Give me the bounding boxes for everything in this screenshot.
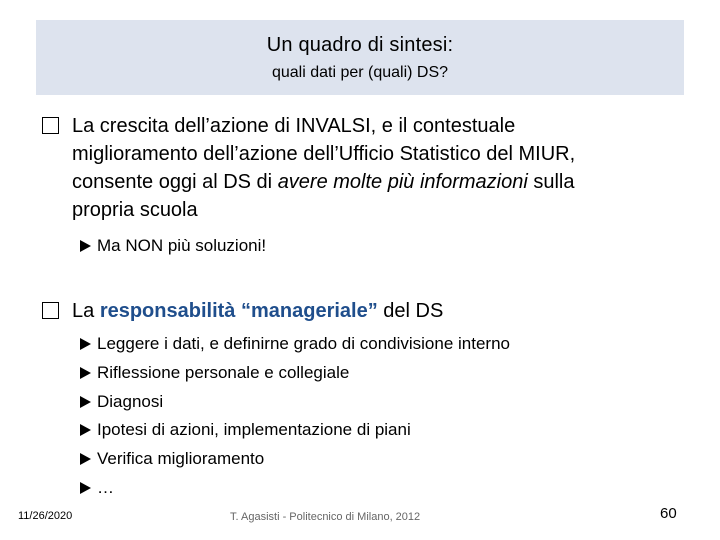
list-item-text: Leggere i dati, e definirne grado di condivisione interno xyxy=(97,334,510,353)
bullet2-suffix: del DS xyxy=(377,300,444,322)
list-item-text: … xyxy=(97,478,114,497)
footer-credit: T. Agasisti - Politecnico di Milano, 2012 xyxy=(230,511,421,523)
slide-subtitle: quali dati per (quali) DS? xyxy=(271,64,449,81)
list-item xyxy=(80,478,114,498)
bullet1-line4: propria scuola xyxy=(72,199,198,221)
sub-item-text: Ma NON più soluzioni! xyxy=(97,236,267,255)
bullet1-line3-b: sulla xyxy=(527,171,575,193)
list-item-text: Ipotesi di azioni, implementazione di piani xyxy=(97,420,411,439)
bullet1-emphasis: avere molte più informazioni xyxy=(277,171,528,193)
square-bullet-icon xyxy=(42,117,59,134)
list-item-text: Verifica miglioramento xyxy=(97,449,265,468)
list-item xyxy=(80,449,264,469)
slide-title: Un quadro di sintesi: xyxy=(266,34,454,56)
list-item-text: Riflessione personale e collegiale xyxy=(97,363,350,382)
arrow-right-icon xyxy=(80,424,91,436)
page-number: 60 xyxy=(660,505,677,522)
list-item xyxy=(80,363,349,383)
footer-date: 11/26/2020 xyxy=(18,510,73,522)
bullet2-quote: “manageriale” xyxy=(235,300,378,322)
title-banner xyxy=(36,20,684,95)
bullet2-accent: responsabilità xyxy=(99,300,236,322)
sub-item xyxy=(80,236,266,256)
list-item xyxy=(80,420,411,440)
list-item-text: Diagnosi xyxy=(97,392,164,411)
bullet1-line2: miglioramento dell’azione dell’Ufficio Statistico del MIUR, xyxy=(72,143,576,165)
list-item xyxy=(80,334,510,354)
bullet1-line1: La crescita dell’azione di INVALSI, e il contestuale xyxy=(72,115,516,137)
arrow-right-icon xyxy=(80,367,91,379)
square-bullet-icon xyxy=(42,302,59,319)
bullet2-prefix: La xyxy=(72,300,100,322)
bullet-paragraph-2 xyxy=(72,297,443,325)
bullet-paragraph-1 xyxy=(72,112,575,224)
arrow-right-icon xyxy=(80,482,91,494)
bullet1-line3 xyxy=(72,168,575,196)
bullet1-line3-a: consente oggi al DS di xyxy=(72,171,278,193)
arrow-right-icon xyxy=(80,396,91,408)
arrow-right-icon xyxy=(80,338,91,350)
arrow-right-icon xyxy=(80,453,91,465)
arrow-right-icon xyxy=(80,240,91,252)
list-item xyxy=(80,392,163,412)
